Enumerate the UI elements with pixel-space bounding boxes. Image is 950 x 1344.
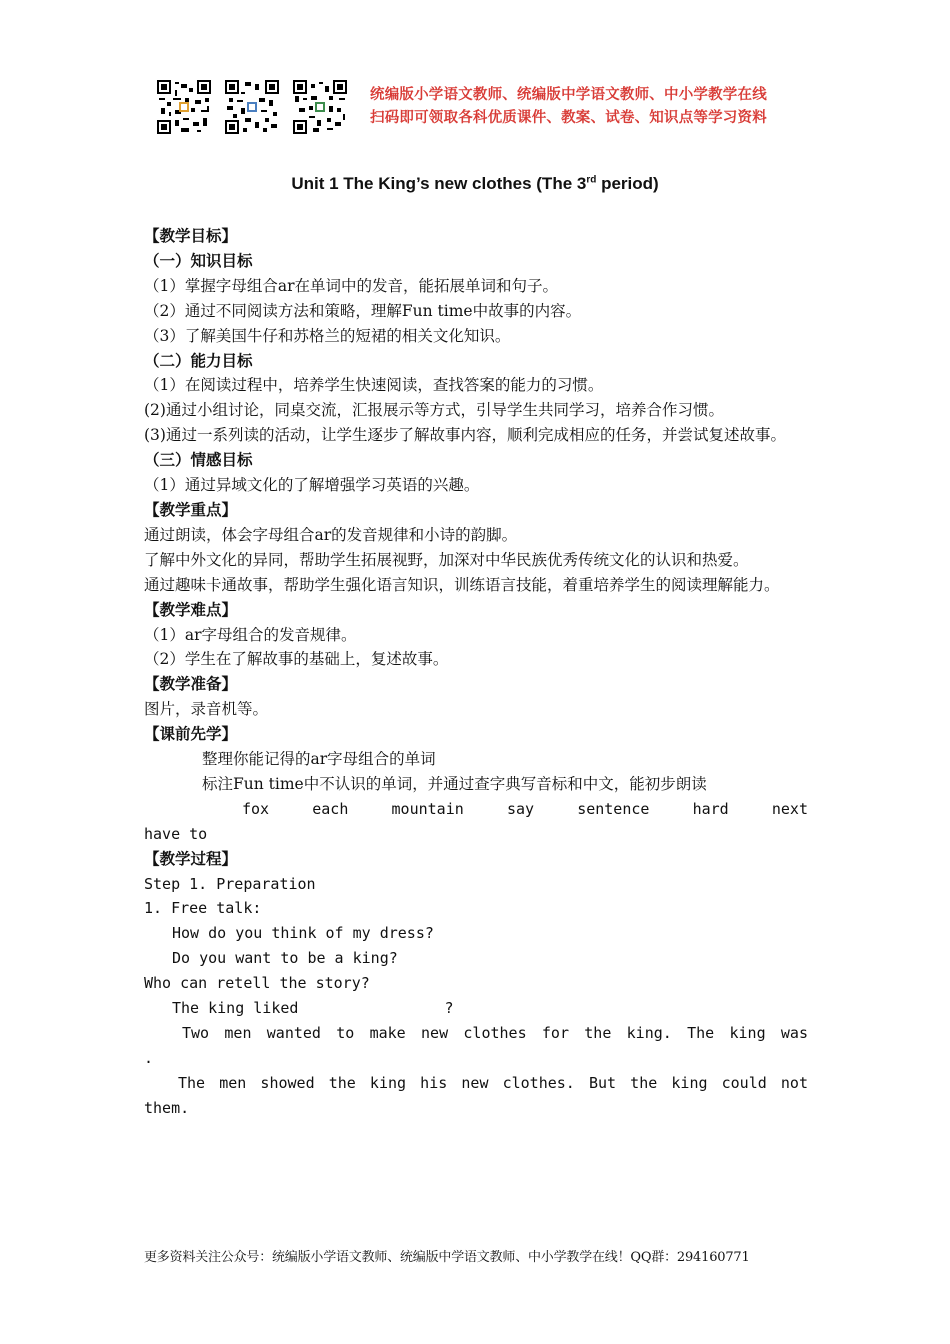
paragraph: （3）了解美国牛仔和苏格兰的短裙的相关文化知识。 xyxy=(144,326,511,345)
qr-code-row xyxy=(157,80,347,134)
page-footer: 更多资料关注公众号：统编版小学语文教师、统编版中学语文教师、中小学教学在线！QQ群：294160771 xyxy=(144,1250,750,1265)
vocab-word: next xyxy=(771,799,808,818)
paragraph: （1）在阅读过程中，培养学生快速阅读，查找答案的能力的习惯。 xyxy=(144,376,604,395)
vocab-word: mountain xyxy=(391,799,464,818)
paragraph: 标注Fun time中不认识的单词，并通过查字典写音标和中文，能初步朗读 xyxy=(202,774,707,793)
fill-blank-line xyxy=(144,996,808,1021)
fill-blank-text: The king liked xyxy=(172,999,299,1018)
subsection-heading: （一）知识目标 xyxy=(144,251,253,270)
fill-blank-end: ? xyxy=(444,999,454,1018)
paragraph: 图片，录音机等。 xyxy=(144,700,269,719)
paragraph: （1）掌握字母组合ar在单词中的发音，能拓展单词和句子。 xyxy=(144,276,559,295)
vocab-word: hard xyxy=(692,799,729,818)
promo-banner xyxy=(370,84,767,130)
story-line: The men showed the king his new clothes. But the king could not xyxy=(178,1073,808,1092)
vocab-list xyxy=(144,797,808,822)
paragraph: （1）ar字母组合的发音规律。 xyxy=(144,625,357,644)
section-heading: 【教学重点】 xyxy=(144,500,238,519)
paragraph: (3)通过一系列读的活动，让学生逐步了解故事内容，顺利完成相应的任务，并尝试复述故事。 xyxy=(144,426,786,445)
paragraph: 通过趣味卡通故事，帮助学生强化语言知识，训练语言技能，着重培养学生的阅读理解能力。 xyxy=(144,575,780,594)
title-main: Unit 1 The King’s new clothes (The 3 xyxy=(291,174,587,193)
paragraph: （2）通过不同阅读方法和策略，理解Fun time中故事的内容。 xyxy=(144,301,582,320)
title-tail: period) xyxy=(596,174,659,193)
title-sup: rd xyxy=(586,174,597,186)
section-heading: 【教学难点】 xyxy=(144,600,238,619)
paragraph: 1. Free talk: xyxy=(144,899,262,918)
paragraph: 通过朗读，体会字母组合ar的发音规律和小诗的韵脚。 xyxy=(144,525,518,544)
document-body xyxy=(144,224,808,1121)
qr-code-icon xyxy=(157,80,211,134)
story-line-end: them. xyxy=(144,1098,190,1117)
section-heading: 【教学准备】 xyxy=(144,675,238,694)
paragraph: (2)通过小组讨论，同桌交流，汇报展示等方式，引导学生共同学习，培养合作习惯。 xyxy=(144,401,724,420)
paragraph: 了解中外文化的异同，帮助学生拓展视野，加深对中华民族优秀传统文化的认识和热爱。 xyxy=(144,550,749,569)
paragraph: 整理你能记得的ar字母组合的单词 xyxy=(202,750,436,769)
section-heading: 【教学目标】 xyxy=(144,227,238,245)
vocab-word: say xyxy=(506,799,535,818)
question: How do you think of my dress? xyxy=(172,924,434,943)
paragraph: Who can retell the story? xyxy=(144,974,370,993)
section-heading: 【教学过程】 xyxy=(144,849,238,868)
paragraph: （1）通过异域文化的了解增强学习英语的兴趣。 xyxy=(144,476,480,495)
vocab-word: fox xyxy=(242,799,270,818)
vocab-word: sentence xyxy=(577,799,650,818)
document-title xyxy=(0,174,950,194)
qr-code-icon xyxy=(293,80,347,134)
qr-code-icon xyxy=(225,80,279,134)
story-line: Two men wanted to make new clothes for the king. The king was xyxy=(182,1024,808,1042)
story-line-end: . xyxy=(144,1048,154,1067)
paragraph: （2）学生在了解故事的基础上，复述故事。 xyxy=(144,650,449,669)
vocab-tail: have to xyxy=(144,824,208,843)
step-heading: Step 1. Preparation xyxy=(144,874,316,893)
vocab-word: each xyxy=(312,799,349,818)
section-heading: 【课前先学】 xyxy=(144,725,238,744)
subsection-heading: （二）能力目标 xyxy=(144,351,253,370)
banner-line-2: 扫码即可领取各科优质课件、教案、试卷、知识点等学习资料 xyxy=(370,110,767,126)
banner-line-1: 统编版小学语文教师、统编版中学语文教师、中小学教学在线 xyxy=(370,87,767,103)
question: Do you want to be a king? xyxy=(172,949,398,968)
subsection-heading: （三）情感目标 xyxy=(144,451,253,470)
